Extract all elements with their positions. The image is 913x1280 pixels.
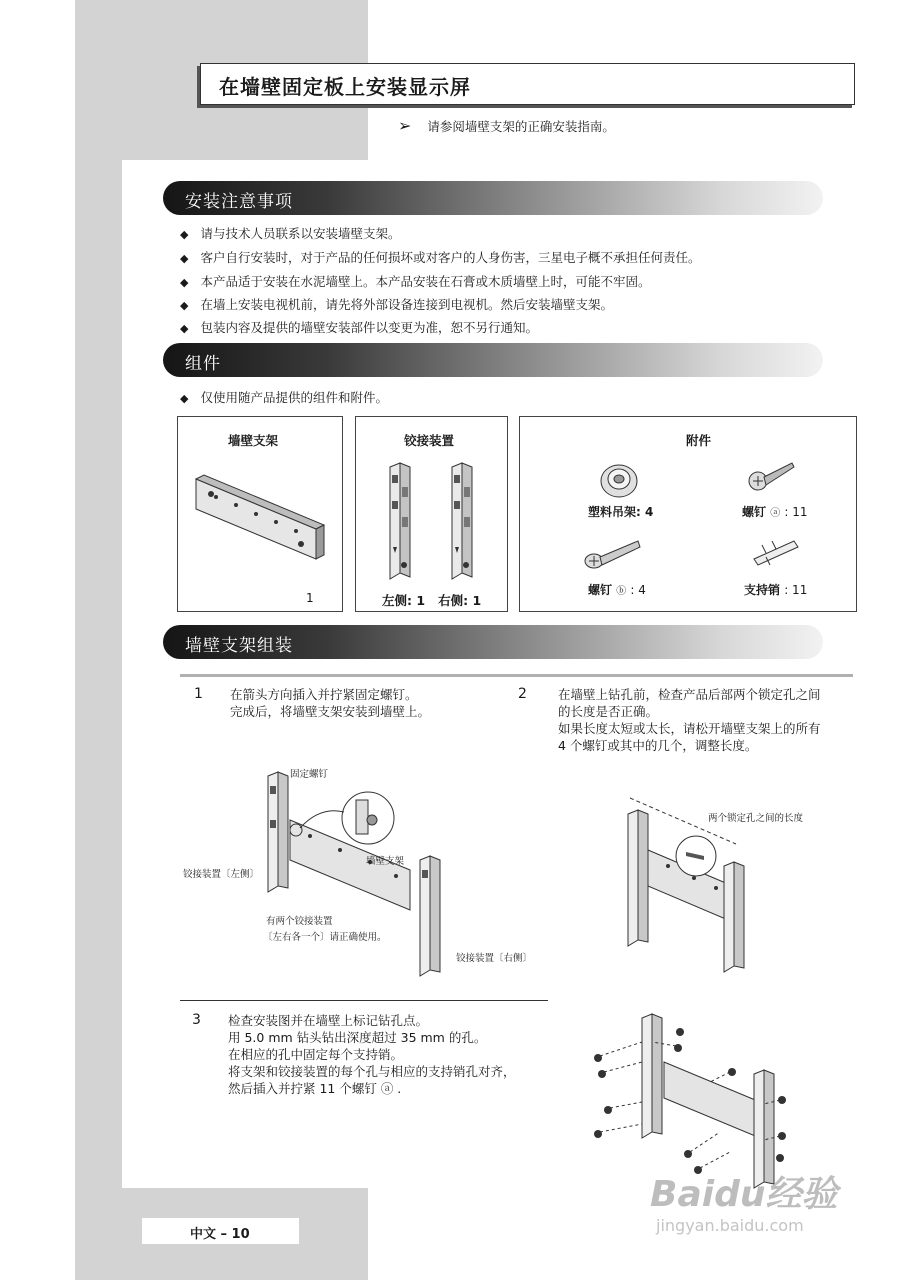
step-line: 如果长度太短或太长，请松开墙壁支架上的所有	[558, 721, 821, 736]
divider	[180, 1000, 548, 1001]
accessory-support-pin	[744, 581, 807, 598]
screw-b-icon	[584, 535, 644, 571]
step-line: 在相应的孔中固定每个支持销。	[228, 1047, 404, 1062]
page-title: 在墙壁固定板上安装显示屏	[219, 75, 471, 99]
step-line: 用 5.0 mm 钻头钻出深度超过 35 mm 的孔。	[228, 1030, 487, 1045]
diagram-note-line: 有两个铰接装置	[266, 916, 333, 927]
step-line: 在墙壁上钻孔前，检查产品后部两个锁定孔之间	[558, 687, 821, 702]
diagram-label-hinge-right: 铰接装置〔右侧〕	[456, 953, 533, 964]
diamond-bullet-icon: ◆	[180, 299, 189, 312]
watermark-logo: Baidu经验	[650, 1174, 838, 1215]
hinge-illustration	[382, 461, 492, 583]
note-text: 请参阅墙壁支架的正确安装指南。	[427, 119, 615, 134]
accessory-label: 支持销	[744, 583, 781, 597]
diagram-label-wall-bracket: 墙壁支架	[366, 856, 405, 867]
panel-accessories	[519, 416, 857, 612]
accessory-screw-a	[742, 503, 808, 520]
assembly-diagram-1	[260, 770, 460, 980]
step-1-text	[230, 686, 430, 720]
section-header-precautions	[163, 181, 823, 215]
step-line: 然后插入并拧紧 11 个螺钉 ⓐ .	[228, 1081, 402, 1096]
step-number: 3	[192, 1012, 201, 1028]
diamond-bullet-icon: ◆	[180, 276, 189, 289]
section-title: 墙壁支架组装	[185, 636, 293, 656]
panel-label: 墙壁支架	[228, 433, 279, 448]
step-number: 1	[194, 686, 203, 702]
diamond-bullet-icon: ◆	[180, 228, 189, 241]
step-line: 的长度是否正确。	[558, 704, 659, 719]
page-number: 中文 – 10	[190, 1227, 250, 1242]
accessory-screw-b	[588, 581, 646, 598]
diagram-label-fix-screw: 固定螺钉	[290, 769, 329, 780]
step-line: 检查安装图并在墙壁上标记钻孔点。	[228, 1013, 429, 1028]
bullet-item	[180, 248, 700, 266]
bullet-text: 客户自行安装时，对于产品的任何损坏或对客户的人身伤害，三星电子概不承担任何责任。	[200, 250, 701, 265]
accessory-mark: ⓑ	[616, 586, 627, 597]
bullet-text: 仅使用随产品提供的组件和附件。	[200, 390, 388, 405]
panel-label: 铰接装置	[404, 433, 455, 448]
bullet-text: 包装内容及提供的墙壁安装部件以变更为准，恕不另行通知。	[200, 320, 538, 335]
hinge-left-qty: 左侧: 1	[382, 593, 426, 608]
panel-label: 附件	[686, 433, 712, 448]
accessory-mark: ⓐ	[770, 508, 781, 519]
bullet-item	[180, 388, 388, 406]
section-title: 安装注意事项	[185, 192, 293, 212]
bullet-item	[180, 318, 538, 336]
accessory-label: 螺钉	[588, 583, 613, 597]
step-line: 将支架和铰接装置的每个孔与相应的支持销孔对齐，	[228, 1064, 516, 1079]
bullet-item	[180, 224, 400, 242]
step-line: 在箭头方向插入并拧紧固定螺钉。	[230, 687, 418, 702]
panel-wall-bracket	[177, 416, 343, 612]
plastic-hanger-icon	[596, 457, 642, 503]
bullet-text: 本产品适于安装在水泥墙壁上。本产品安装在石膏或木质墙壁上时，可能不牢固。	[200, 274, 651, 289]
bullet-item	[180, 272, 650, 290]
step-line: 4 个螺钉或其中的几个，调整长度。	[558, 738, 758, 753]
screw-a-icon	[748, 459, 796, 495]
diagram-label-lock-hole-length: 两个锁定孔之间的长度	[708, 813, 804, 824]
page-footer	[142, 1218, 299, 1244]
diamond-bullet-icon: ◆	[180, 392, 189, 405]
step-number: 2	[518, 686, 527, 702]
diamond-bullet-icon: ◆	[180, 322, 189, 335]
accessory-qty: : 11	[784, 505, 808, 519]
accessory-label: 塑料吊架: 4	[588, 505, 654, 519]
panel-qty: 1	[306, 591, 314, 605]
section-header-components	[163, 343, 823, 377]
divider	[180, 674, 853, 677]
bullet-text: 在墙上安装电视机前，请先将外部设备连接到电视机。然后安装墙壁支架。	[200, 297, 613, 312]
diagram-label-hinge-left: 铰接装置〔左侧〕	[183, 869, 260, 880]
accessory-label: 螺钉	[742, 505, 767, 519]
step-line: 完成后，将墙壁支架安装到墙壁上。	[230, 704, 431, 719]
panel-hinge	[355, 416, 508, 612]
wall-bracket-illustration	[186, 469, 336, 569]
accessory-qty: : 11	[784, 583, 808, 597]
section-header-assembly	[163, 625, 823, 659]
hinge-right-qty: 右侧: 1	[438, 593, 482, 608]
support-pin-icon	[748, 535, 804, 569]
background-block-left	[75, 160, 122, 1280]
watermark-url: jingyan.baidu.com	[656, 1216, 804, 1235]
diamond-bullet-icon: ◆	[180, 252, 189, 265]
step-3-text	[228, 1012, 516, 1097]
step-2-text	[558, 686, 821, 754]
section-title: 组件	[185, 354, 221, 374]
hinge-qty-row	[382, 591, 481, 609]
accessory-qty: : 4	[630, 583, 646, 597]
diagram-note-line: 〔左右各一个〕请正确使用。	[263, 932, 387, 943]
bullet-text: 请与技术人员联系以安装墙壁支架。	[200, 226, 401, 241]
note-line	[398, 116, 615, 135]
page-title-box	[200, 63, 855, 105]
arrow-icon: ➢	[398, 116, 412, 135]
bullet-item	[180, 295, 613, 313]
